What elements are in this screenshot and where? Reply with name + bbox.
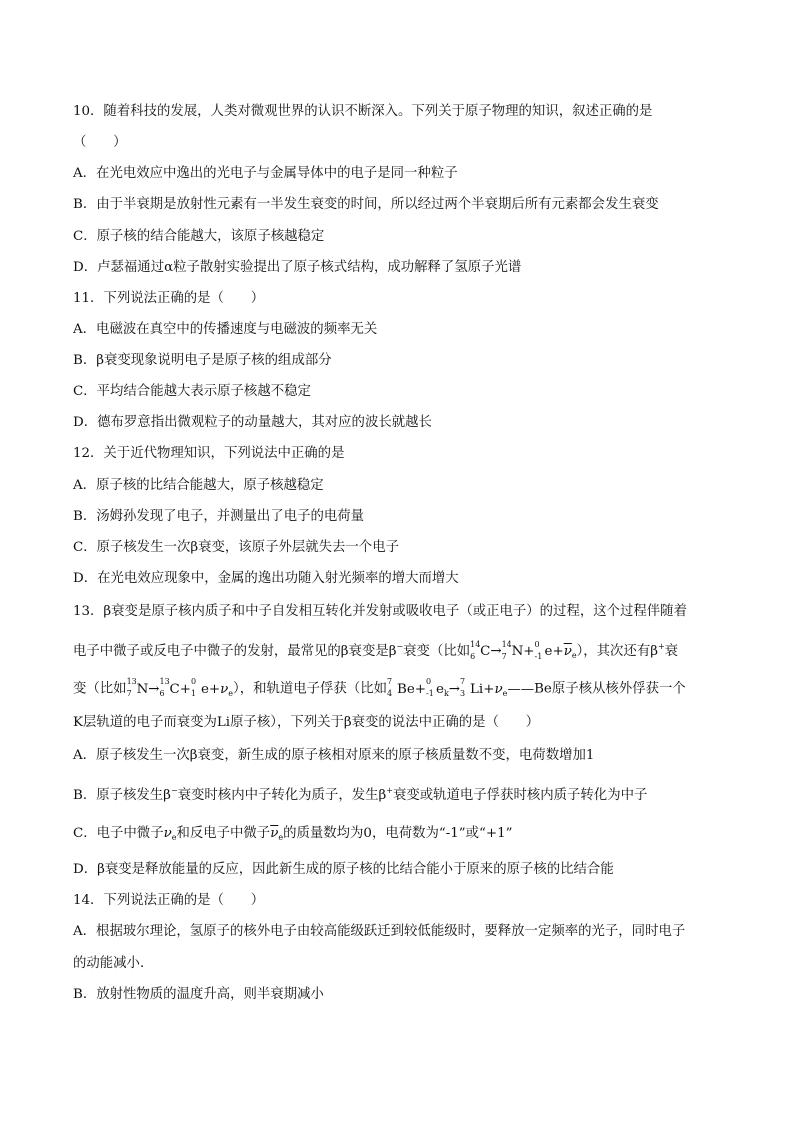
- q11-option-b: B．β衰变现象说明电子是原子核的组成部分: [73, 353, 332, 368]
- q13-option-c-c: 的质量数均为0，电荷数为“-1”或“+1”: [283, 826, 513, 841]
- q11-option-a: A．电磁波在真空中的传播速度与电磁波的频率无关: [73, 322, 378, 337]
- q12-option-d: D．在光电效应现象中，金属的逸出功随入射光频率的增大而增大: [73, 571, 459, 586]
- q10-option-a: A．在光电效应中逸出的光电子与金属导体中的电子是同一种粒子: [73, 166, 458, 181]
- q13-beta-plus-sign: +: [657, 642, 665, 651]
- q13-antineutrino-symbol: $\overline{\nu}$: [270, 826, 279, 841]
- q10-option-d: D．卢瑟福通过α粒子散射实验提出了原子核式结构，成功解释了氢原子光谱: [73, 260, 522, 275]
- q13-option-b: [73, 782, 734, 805]
- q13-line2-d: 衰: [664, 644, 679, 659]
- q14-option-b: B．放射性物质的温度升高，则半衰期减小: [73, 987, 324, 1002]
- q14-option-a-line1: A．根据玻尔理论，氢原子的核外电子由较高能级跃迁到较低能级时，要释放一定频率的光子，同时电子: [73, 924, 686, 939]
- q13-option-b-plus: +: [386, 786, 393, 795]
- q12-option-c: C．原子核发生一次β衰变，该原子外层就失去一个电子: [73, 540, 399, 555]
- q13-line4: K层轨道的电子而衰变为Li原子核），下列关于β衰变的说法中正确的是（ ）: [73, 715, 540, 730]
- q13-option-c: C．电子中微子$\nu_e$和反电子中微子$\overline{\nu}_e$的质量数均为0，电荷数为“-1”或“+1”: [73, 826, 513, 842]
- q11-option-d: D．德布罗意指出微观粒子的动量越大，其对应的波长就越长: [73, 415, 432, 430]
- q13-neutrino-symbol: ν: [163, 826, 172, 841]
- q13-option-b-c: 衰变或轨道电子俘获时核内质子转化为中子: [392, 788, 648, 803]
- q13-line3-b: ），和轨道电子俘获（比如: [233, 681, 387, 697]
- q13-option-b-b: 衰变时核内中子转化为质子，发生β: [177, 788, 387, 803]
- q10-option-b: B．由于半衰期是放射性元素有一半发生衰变的时间，所以经过两个半衰期后所有元素都会发生衰变: [73, 197, 659, 212]
- q13-line3: [73, 677, 734, 703]
- q13-eq3: 7 4 Be+ 0 -1 $e_k\to$ 7 3 $Li+\nu_e——$: [387, 677, 535, 698]
- q13-beta-minus-sign: −: [396, 642, 404, 651]
- q13-option-a: A．原子核发生一次β衰变，新生成的原子核相对原来的原子核质量数不变，电荷数增加1: [73, 748, 595, 763]
- q10-stem: 10．随着科技的发展，人类对微观世界的认识不断深入。下列关于原子物理的知识，叙述正确的是: [73, 104, 653, 119]
- q10-option-c: C．原子核的结合能越大，该原子核越稳定: [73, 229, 325, 244]
- q12-option-a: A．原子核的比结合能越大，原子核越稳定: [73, 478, 324, 493]
- q12-stem: 12．关于近代物理知识，下列说法中正确的是: [73, 446, 345, 461]
- q13-option-c-b: 和反电子中微子: [176, 826, 271, 841]
- q13-line2-b: 衰变（比如: [403, 644, 471, 659]
- q13-line3-c: Be原子核从核外俘获一个: [534, 681, 686, 697]
- q13-option-b-minus: −: [170, 786, 178, 795]
- q14-stem: 14．下列说法正确的是（ ）: [73, 893, 265, 908]
- q10-bracket: （ ）: [73, 135, 127, 150]
- q13-option-b-a: B．原子核发生β: [73, 788, 171, 803]
- q13-line1: 13．β衰变是原子核内质子和中子自发相互转化并发射或吸收电子（或正电子）的过程，这个过程伴随着: [73, 604, 687, 619]
- q11-stem: 11．下列说法正确的是（ ）: [73, 291, 265, 306]
- q12-option-b: B．汤姆孙发现了电子，并测量出了电子的电荷量: [73, 509, 365, 524]
- q11-option-c: C．平均结合能越大表示原子核越不稳定: [73, 384, 311, 399]
- q13-line2-a: 电子中微子或反电子中微子的发射，最常见的β衰变是β: [73, 644, 397, 659]
- q13-line2: [73, 638, 734, 665]
- q13-line3-a: 变（比如: [73, 681, 127, 697]
- q13-option-d: D．β衰变是释放能量的反应，因此新生成的原子核的比结合能小于原来的原子核的比结合能: [73, 862, 614, 877]
- q13-eq2: 13 7 N→ 13 6 C+ 0 1 $e+\nu_e$: [126, 677, 233, 698]
- q13-line2-c: ），其次还有β: [576, 644, 658, 659]
- q14-option-a-line2: 的动能减小．: [73, 956, 154, 971]
- q13-option-c-a: C．电子中微子: [73, 826, 164, 841]
- q13-eq1: 14 6 C→ 14 7 N+ 0 -1 $e+\overline{\nu}_e$: [470, 639, 577, 661]
